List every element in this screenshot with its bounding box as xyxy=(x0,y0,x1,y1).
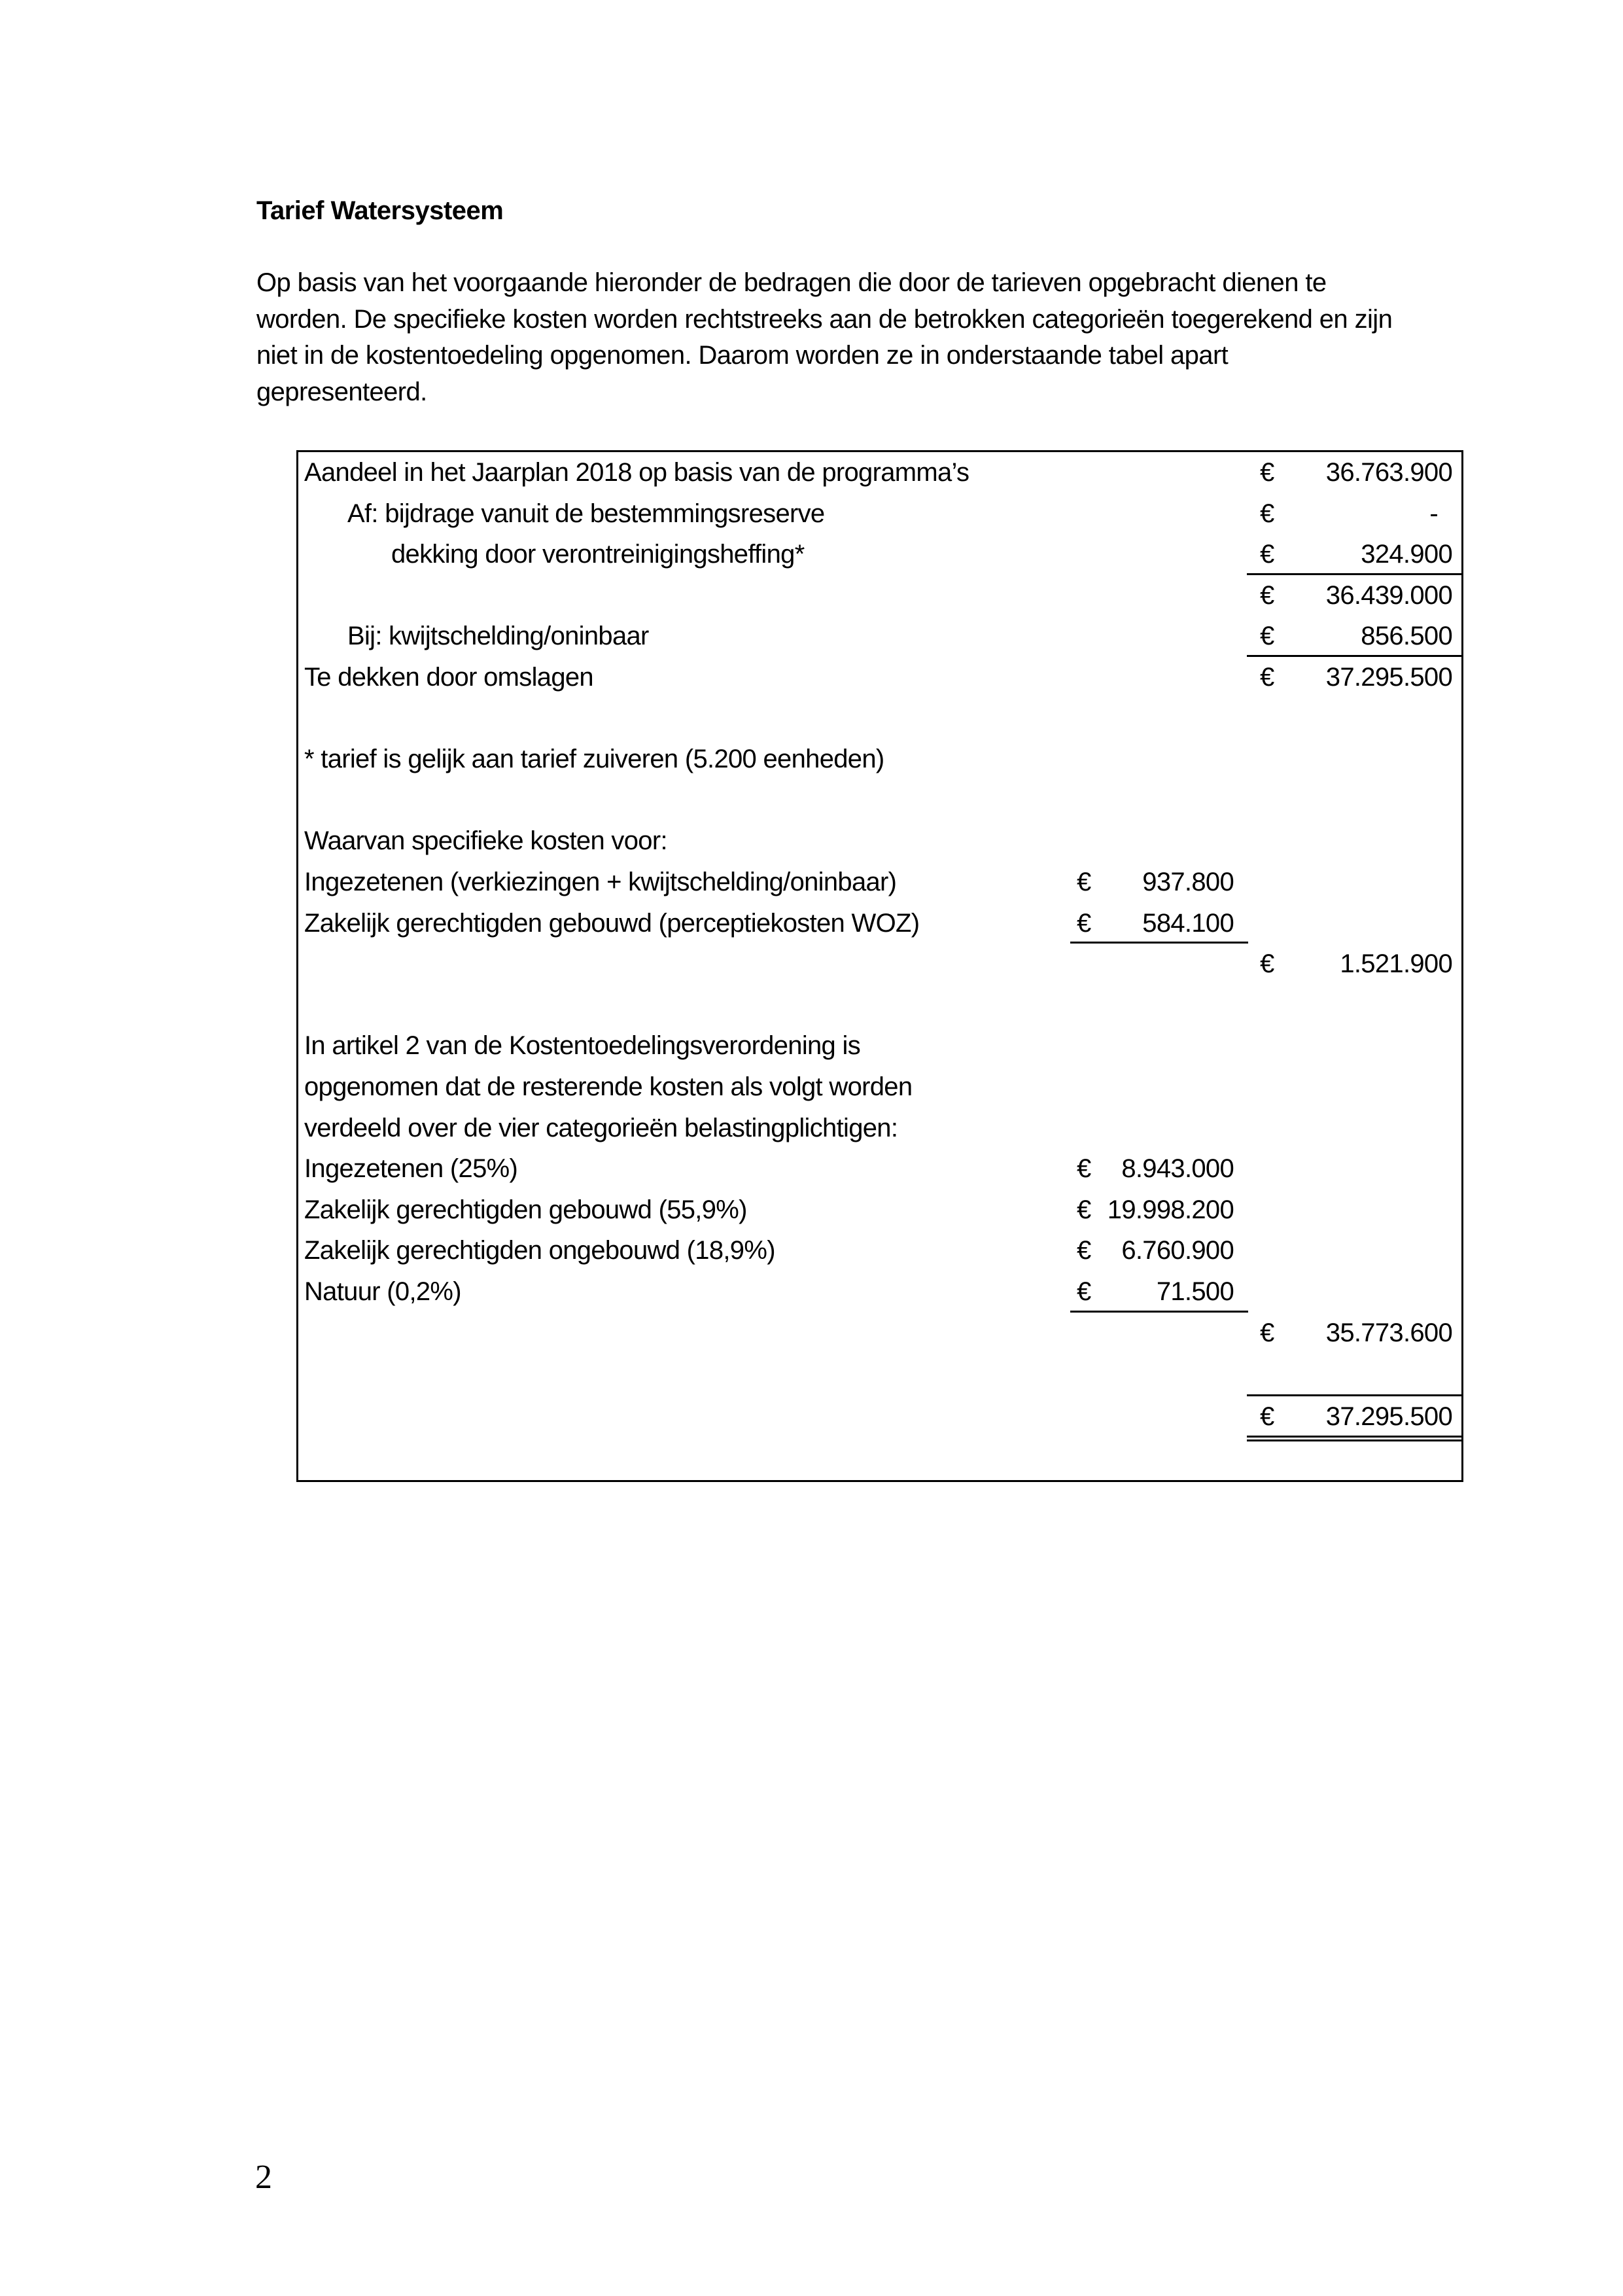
row-label: Ingezetenen (verkiezingen + kwijtschelding/oninbaar) xyxy=(304,868,897,896)
euro-symbol: € xyxy=(1077,908,1091,938)
table-row-verdeling xyxy=(298,1148,1461,1190)
euro-symbol: € xyxy=(1260,540,1274,569)
row-label: Zakelijk gerechtigden gebouwd (55,9%) xyxy=(304,1195,747,1224)
row-label: Bij: kwijtschelding/oninbaar xyxy=(347,622,649,651)
amount: - xyxy=(1429,499,1438,528)
amount: 1.521.900 xyxy=(1340,949,1452,979)
table-row-verdeling xyxy=(298,1271,1461,1313)
amount: 856.500 xyxy=(1361,622,1452,651)
text-line: opgenomen dat de resterende kosten als volgt worden xyxy=(304,1072,913,1101)
intro-line: gepresenteerd. xyxy=(256,377,427,406)
row-label: Aandeel in het Jaarplan 2018 op basis van de programma’s xyxy=(304,458,969,487)
amount: 6.760.900 xyxy=(1121,1236,1234,1265)
table-row-grand-total xyxy=(298,1394,1461,1441)
cost-table xyxy=(296,450,1463,1482)
euro-symbol: € xyxy=(1077,1195,1091,1224)
amount: 37.295.500 xyxy=(1325,663,1452,692)
row-label: Natuur (0,2%) xyxy=(304,1277,461,1306)
footnote xyxy=(298,739,1461,780)
table-row-specifiek-total xyxy=(298,944,1461,985)
intro-line: worden. De specifieke kosten worden rechtstreeks aan de betrokken categorieën toegerekend en zijn xyxy=(256,304,1393,334)
amount: 36.439.000 xyxy=(1325,580,1452,610)
euro-symbol: € xyxy=(1260,1402,1274,1431)
amount: 584.100 xyxy=(1142,908,1234,938)
amount: 19.998.200 xyxy=(1107,1195,1234,1224)
intro-line: Op basis van het voorgaande hieronder de bedragen die door de tarieven opgebracht dienen te xyxy=(256,268,1327,297)
row-label: Waarvan specifieke kosten voor: xyxy=(304,826,667,856)
euro-symbol: € xyxy=(1260,580,1274,610)
specifiek-heading xyxy=(298,821,1461,862)
table-row-dekking xyxy=(298,534,1461,575)
table-row-specifiek xyxy=(298,903,1461,944)
amount: 36.763.900 xyxy=(1325,458,1452,487)
grand-total-amount: 37.295.500 xyxy=(1325,1402,1452,1431)
table-row-verdeling xyxy=(298,1190,1461,1231)
table-row-specifiek xyxy=(298,862,1461,903)
text-line: In artikel 2 van de Kostentoedelingsverordening is xyxy=(304,1031,861,1061)
row-label: Af: bijdrage vanuit de bestemmingsreserve xyxy=(347,499,825,528)
euro-symbol: € xyxy=(1077,1236,1091,1265)
table-row-af-bijdrage xyxy=(298,493,1461,535)
artikel-text xyxy=(298,1025,1461,1067)
euro-symbol: € xyxy=(1260,663,1274,692)
euro-symbol: € xyxy=(1260,499,1274,528)
text-line: verdeeld over de vier categorieën belastingplichtigen: xyxy=(304,1113,898,1142)
row-label: Zakelijk gerechtigden gebouwd (perceptiekosten WOZ) xyxy=(304,908,920,938)
footnote-text: * tarief is gelijk aan tarief zuiveren (5.200 eenheden) xyxy=(304,745,884,774)
row-label: dekking door verontreinigingsheffing* xyxy=(391,540,805,569)
table-row-aandeel xyxy=(298,452,1461,493)
row-label: Te dekken door omslagen xyxy=(304,663,593,692)
euro-symbol: € xyxy=(1260,458,1274,487)
table-row-te-dekken xyxy=(298,657,1461,698)
euro-symbol: € xyxy=(1260,622,1274,651)
amount: 8.943.000 xyxy=(1121,1154,1234,1184)
artikel-text xyxy=(298,1067,1461,1108)
euro-symbol: € xyxy=(1260,1318,1274,1347)
table-row-subtotal xyxy=(298,575,1461,616)
euro-symbol: € xyxy=(1077,868,1091,896)
intro-paragraph xyxy=(256,265,1512,410)
table-row-verdeling-total xyxy=(298,1313,1461,1354)
amount: 937.800 xyxy=(1142,868,1234,896)
table-row-bij xyxy=(298,616,1461,657)
section-heading: Tarief Watersysteem xyxy=(256,196,504,225)
euro-symbol: € xyxy=(1077,1154,1091,1184)
euro-symbol: € xyxy=(1260,949,1274,979)
euro-symbol: € xyxy=(1077,1277,1091,1306)
artikel-text xyxy=(298,1108,1461,1149)
amount: 35.773.600 xyxy=(1325,1318,1452,1347)
table-row-verdeling xyxy=(298,1230,1461,1271)
row-label: Zakelijk gerechtigden ongebouwd (18,9%) xyxy=(304,1236,775,1265)
page-number: 2 xyxy=(255,2159,272,2196)
intro-line: niet in de kostentoedeling opgenomen. Daarom worden ze in onderstaande tabel apart xyxy=(256,341,1229,370)
amount: 71.500 xyxy=(1156,1277,1234,1306)
row-label: Ingezetenen (25%) xyxy=(304,1154,518,1184)
amount: 324.900 xyxy=(1361,540,1452,569)
